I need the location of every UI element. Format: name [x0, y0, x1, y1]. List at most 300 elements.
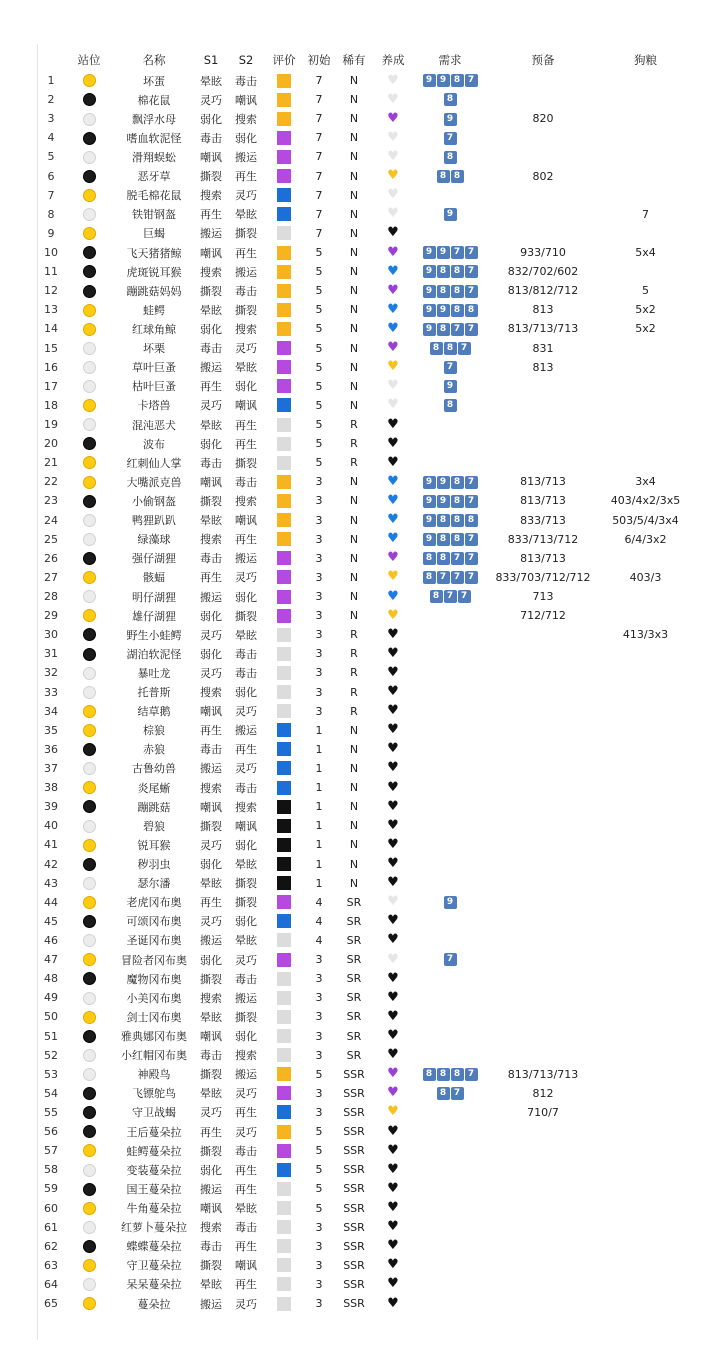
cell-s2[interactable]: 弱化	[235, 1030, 257, 1044]
cell-name[interactable]: 老虎冈布奥	[126, 896, 182, 910]
row-index[interactable]: 64	[44, 1277, 58, 1291]
cell-fodder[interactable]	[598, 1256, 693, 1275]
cell-name[interactable]: 恶牙草	[137, 170, 171, 184]
cell-reserve[interactable]	[488, 415, 598, 434]
cell-s1[interactable]: 搜索	[200, 189, 222, 203]
cell-fodder[interactable]	[598, 1275, 693, 1294]
cell-rating[interactable]	[264, 1218, 304, 1237]
cell-reserve[interactable]: 713	[532, 590, 554, 603]
cell-rating[interactable]	[264, 281, 304, 300]
cell-rarity[interactable]: N	[349, 226, 359, 240]
cell-rating[interactable]	[264, 319, 304, 338]
row-index[interactable]: 59	[44, 1182, 58, 1196]
cell-initial[interactable]: 3	[315, 1105, 323, 1119]
cell-requirement[interactable]	[412, 262, 488, 281]
cell-rating[interactable]	[264, 1179, 304, 1198]
row-index[interactable]: 4	[47, 131, 55, 145]
cell-rarity[interactable]: N	[349, 761, 359, 775]
cell-position[interactable]	[64, 663, 114, 682]
cell-rarity[interactable]: N	[349, 360, 359, 374]
cell-initial[interactable]: 7	[315, 188, 323, 202]
cell-fodder[interactable]	[598, 339, 693, 358]
row-index[interactable]: 14	[44, 322, 58, 336]
cell-fodder[interactable]	[598, 453, 693, 472]
cell-s1[interactable]: 晕眩	[200, 514, 222, 528]
row-index[interactable]: 42	[44, 857, 58, 871]
cell-reserve[interactable]: 820	[532, 112, 554, 126]
cell-growth[interactable]	[374, 988, 412, 1007]
cell-reserve[interactable]	[488, 205, 598, 224]
cell-reserve[interactable]	[488, 1198, 598, 1217]
cell-rating[interactable]	[264, 797, 304, 816]
cell-rating[interactable]	[264, 396, 304, 415]
cell-name[interactable]: 嗜血软泥怪	[126, 131, 182, 145]
cell-name[interactable]: 结草鹅	[137, 705, 171, 719]
cell-fodder[interactable]	[598, 988, 693, 1007]
cell-s2[interactable]: 搬运	[235, 265, 257, 279]
cell-initial[interactable]: 3	[315, 972, 323, 986]
cell-position[interactable]	[64, 1046, 114, 1065]
cell-fodder[interactable]: 7	[642, 207, 649, 221]
cell-s2[interactable]: 毒击	[235, 666, 257, 680]
cell-s1[interactable]: 嘲讽	[200, 475, 222, 489]
cell-rating[interactable]	[264, 1084, 304, 1103]
cell-reserve[interactable]	[488, 893, 598, 912]
cell-reserve[interactable]	[488, 453, 598, 472]
cell-s2[interactable]: 毒击	[235, 1144, 257, 1158]
cell-growth[interactable]	[374, 874, 412, 893]
cell-reserve[interactable]: 813/713	[520, 475, 566, 489]
cell-rating[interactable]	[264, 816, 304, 835]
cell-reserve[interactable]: 833/713/712	[507, 532, 579, 546]
cell-name[interactable]: 小美冈布奥	[126, 991, 182, 1005]
cell-s1[interactable]: 灵巧	[200, 399, 222, 413]
cell-requirement[interactable]	[412, 1084, 488, 1103]
cell-rarity[interactable]: SR	[346, 1048, 362, 1062]
cell-fodder[interactable]	[598, 1237, 693, 1256]
cell-reserve[interactable]	[488, 90, 598, 109]
cell-position[interactable]	[64, 1103, 114, 1122]
cell-name[interactable]: 飘浮水母	[132, 112, 176, 126]
cell-rating[interactable]	[264, 1275, 304, 1294]
cell-rating[interactable]	[264, 835, 304, 854]
cell-rating[interactable]	[264, 721, 304, 740]
cell-requirement[interactable]	[412, 147, 488, 166]
cell-growth[interactable]	[374, 625, 412, 644]
cell-requirement[interactable]	[412, 281, 488, 300]
row-index[interactable]: 52	[44, 1048, 58, 1062]
cell-rarity[interactable]: R	[350, 666, 358, 680]
cell-requirement[interactable]	[412, 912, 488, 931]
cell-initial[interactable]: 5	[315, 379, 323, 393]
cell-name[interactable]: 呆呆蔓朵拉	[126, 1278, 182, 1292]
row-index[interactable]: 12	[44, 284, 58, 298]
row-index[interactable]: 51	[44, 1029, 58, 1043]
cell-s1[interactable]: 搬运	[200, 1182, 222, 1196]
cell-initial[interactable]: 5	[315, 398, 323, 412]
cell-initial[interactable]: 1	[315, 838, 323, 852]
cell-fodder[interactable]: 503/5/4/3x4	[612, 513, 679, 527]
cell-requirement[interactable]	[412, 491, 488, 510]
cell-rarity[interactable]: SR	[346, 953, 362, 967]
cell-reserve[interactable]	[488, 1294, 598, 1313]
cell-s2[interactable]: 再生	[235, 1182, 257, 1196]
cell-rating[interactable]	[264, 1198, 304, 1217]
cell-fodder[interactable]	[598, 1218, 693, 1237]
cell-initial[interactable]: 7	[315, 93, 323, 107]
cell-rating[interactable]	[264, 1294, 304, 1313]
cell-name[interactable]: 明仔湖狸	[132, 590, 176, 604]
cell-position[interactable]	[64, 835, 114, 854]
cell-name[interactable]: 小偷钢盔	[132, 494, 176, 508]
cell-position[interactable]	[64, 740, 114, 759]
cell-position[interactable]	[64, 472, 114, 491]
cell-initial[interactable]: 3	[315, 1239, 323, 1253]
cell-name[interactable]: 小红帽冈布奥	[121, 1049, 187, 1063]
cell-name[interactable]: 棉花鼠	[137, 93, 171, 107]
cell-growth[interactable]	[374, 969, 412, 988]
cell-reserve[interactable]	[488, 702, 598, 721]
cell-rarity[interactable]: R	[350, 647, 358, 661]
cell-reserve[interactable]: 813/713	[520, 494, 566, 508]
cell-s1[interactable]: 晕眩	[200, 303, 222, 317]
cell-reserve[interactable]	[488, 721, 598, 740]
row-index[interactable]: 53	[44, 1067, 58, 1081]
cell-rarity[interactable]: N	[349, 513, 359, 527]
cell-s2[interactable]: 灵巧	[235, 571, 257, 585]
cell-reserve[interactable]	[488, 147, 598, 166]
row-index[interactable]: 24	[44, 513, 58, 527]
cell-s1[interactable]: 灵巧	[200, 915, 222, 929]
cell-reserve[interactable]: 710/7	[527, 1105, 559, 1119]
cell-rarity[interactable]: R	[350, 704, 358, 718]
cell-reserve[interactable]	[488, 377, 598, 396]
cell-reserve[interactable]	[488, 1256, 598, 1275]
cell-growth[interactable]	[374, 1237, 412, 1256]
cell-initial[interactable]: 3	[315, 666, 323, 680]
cell-s1[interactable]: 弱化	[200, 1163, 222, 1177]
cell-initial[interactable]: 1	[315, 723, 323, 737]
cell-requirement[interactable]	[412, 587, 488, 606]
cell-fodder[interactable]	[598, 396, 693, 415]
cell-requirement[interactable]	[412, 1237, 488, 1256]
cell-s1[interactable]: 灵巧	[200, 838, 222, 852]
cell-s1[interactable]: 嘲讽	[200, 150, 222, 164]
cell-name[interactable]: 铁钳钢盔	[132, 208, 176, 222]
cell-reserve[interactable]	[488, 950, 598, 969]
cell-rating[interactable]	[264, 530, 304, 549]
row-index[interactable]: 30	[44, 628, 58, 642]
cell-fodder[interactable]	[598, 1046, 693, 1065]
cell-s2[interactable]: 再生	[235, 246, 257, 260]
cell-s1[interactable]: 弱化	[200, 953, 222, 967]
cell-initial[interactable]: 3	[315, 1258, 323, 1272]
cell-rarity[interactable]: N	[349, 322, 359, 336]
row-index[interactable]: 31	[44, 647, 58, 661]
cell-growth[interactable]	[374, 1065, 412, 1084]
cell-s2[interactable]: 弱化	[235, 131, 257, 145]
cell-initial[interactable]: 5	[315, 437, 323, 451]
cell-s2[interactable]: 弱化	[235, 915, 257, 929]
cell-position[interactable]	[64, 530, 114, 549]
cell-position[interactable]	[64, 186, 114, 205]
cell-fodder[interactable]	[598, 377, 693, 396]
cell-initial[interactable]: 5	[315, 1067, 323, 1081]
cell-fodder[interactable]	[598, 71, 693, 90]
cell-position[interactable]	[64, 606, 114, 625]
row-index[interactable]: 44	[44, 895, 58, 909]
cell-position[interactable]	[64, 1275, 114, 1294]
cell-s2[interactable]: 晕眩	[235, 934, 257, 948]
cell-growth[interactable]	[374, 549, 412, 568]
cell-s2[interactable]: 毒击	[235, 647, 257, 661]
cell-rarity[interactable]: N	[349, 398, 359, 412]
cell-rarity[interactable]: SR	[346, 991, 362, 1005]
cell-requirement[interactable]	[412, 759, 488, 778]
cell-s2[interactable]: 再生	[235, 437, 257, 451]
cell-fodder[interactable]: 413/3x3	[622, 628, 669, 642]
cell-name[interactable]: 鸭狸趴趴	[132, 514, 176, 528]
cell-initial[interactable]: 5	[315, 1201, 323, 1215]
cell-position[interactable]	[64, 167, 114, 186]
cell-fodder[interactable]	[598, 1007, 693, 1026]
cell-s2[interactable]: 灵巧	[235, 762, 257, 776]
cell-s2[interactable]: 毒击	[235, 74, 257, 88]
cell-rarity[interactable]: N	[349, 265, 359, 279]
cell-fodder[interactable]	[598, 950, 693, 969]
cell-fodder[interactable]	[598, 778, 693, 797]
cell-rarity[interactable]: N	[349, 800, 359, 814]
cell-growth[interactable]	[374, 491, 412, 510]
cell-growth[interactable]	[374, 511, 412, 530]
row-index[interactable]: 10	[44, 246, 58, 260]
cell-requirement[interactable]	[412, 415, 488, 434]
cell-initial[interactable]: 1	[315, 800, 323, 814]
cell-name[interactable]: 剑士冈布奥	[126, 1010, 182, 1024]
cell-s1[interactable]: 撕裂	[200, 284, 222, 298]
cell-position[interactable]	[64, 415, 114, 434]
cell-reserve[interactable]	[488, 854, 598, 873]
cell-name[interactable]: 蔓朵拉	[137, 1297, 171, 1311]
row-index[interactable]: 29	[44, 609, 58, 623]
cell-rating[interactable]	[264, 874, 304, 893]
cell-reserve[interactable]: 831	[532, 341, 554, 355]
cell-s1[interactable]: 毒击	[200, 131, 222, 145]
cell-initial[interactable]: 4	[315, 933, 323, 947]
cell-s2[interactable]: 撕裂	[235, 609, 257, 623]
cell-rarity[interactable]: N	[349, 532, 359, 546]
cell-fodder[interactable]	[598, 128, 693, 147]
cell-requirement[interactable]	[412, 931, 488, 950]
cell-growth[interactable]	[374, 606, 412, 625]
cell-initial[interactable]: 3	[315, 609, 323, 623]
cell-rating[interactable]	[264, 377, 304, 396]
cell-s2[interactable]: 弱化	[235, 686, 257, 700]
cell-rating[interactable]	[264, 90, 304, 109]
row-index[interactable]: 3	[47, 112, 55, 126]
cell-position[interactable]	[64, 1026, 114, 1045]
cell-rarity[interactable]: SSR	[343, 1220, 365, 1234]
cell-rating[interactable]	[264, 453, 304, 472]
cell-initial[interactable]: 1	[315, 742, 323, 756]
cell-initial[interactable]: 3	[315, 494, 323, 508]
cell-initial[interactable]: 3	[315, 475, 323, 489]
cell-position[interactable]	[64, 1160, 114, 1179]
cell-growth[interactable]	[374, 663, 412, 682]
cell-growth[interactable]	[374, 893, 412, 912]
cell-rarity[interactable]: SR	[346, 972, 362, 986]
cell-reserve[interactable]	[488, 1141, 598, 1160]
cell-s2[interactable]: 毒击	[235, 475, 257, 489]
cell-position[interactable]	[64, 1198, 114, 1217]
cell-position[interactable]	[64, 224, 114, 243]
cell-fodder[interactable]: 3x4	[635, 475, 656, 489]
cell-reserve[interactable]	[488, 663, 598, 682]
cell-rating[interactable]	[264, 1103, 304, 1122]
cell-s1[interactable]: 弱化	[200, 647, 222, 661]
cell-s1[interactable]: 弱化	[200, 858, 222, 872]
cell-rating[interactable]	[264, 1046, 304, 1065]
cell-rating[interactable]	[264, 128, 304, 147]
cell-fodder[interactable]	[598, 415, 693, 434]
cell-rating[interactable]	[264, 358, 304, 377]
cell-rating[interactable]	[264, 1065, 304, 1084]
cell-fodder[interactable]	[598, 1084, 693, 1103]
cell-growth[interactable]	[374, 453, 412, 472]
cell-name[interactable]: 强仔湖狸	[132, 552, 176, 566]
cell-reserve[interactable]: 833/713	[520, 513, 566, 527]
cell-reserve[interactable]: 933/710	[520, 246, 566, 260]
cell-s2[interactable]: 晕眩	[235, 1202, 257, 1215]
cell-s2[interactable]: 毒击	[235, 1221, 257, 1235]
cell-rarity[interactable]: SSR	[343, 1086, 365, 1100]
cell-requirement[interactable]	[412, 109, 488, 128]
cell-growth[interactable]	[374, 1198, 412, 1217]
cell-reserve[interactable]	[488, 759, 598, 778]
cell-requirement[interactable]	[412, 1275, 488, 1294]
cell-rarity[interactable]: N	[349, 246, 359, 260]
cell-rating[interactable]	[264, 606, 304, 625]
row-index[interactable]: 15	[44, 341, 58, 355]
cell-fodder[interactable]	[598, 912, 693, 931]
row-index[interactable]: 9	[47, 226, 55, 240]
cell-s1[interactable]: 再生	[200, 1125, 222, 1139]
row-index[interactable]: 17	[44, 379, 58, 393]
row-index[interactable]: 54	[44, 1086, 58, 1100]
cell-initial[interactable]: 7	[315, 112, 323, 126]
cell-requirement[interactable]	[412, 816, 488, 835]
cell-s2[interactable]: 再生	[235, 1163, 257, 1177]
row-index[interactable]: 57	[44, 1144, 58, 1158]
cell-position[interactable]	[64, 912, 114, 931]
cell-position[interactable]	[64, 147, 114, 166]
cell-initial[interactable]: 3	[315, 570, 323, 584]
cell-s1[interactable]: 搜索	[200, 991, 222, 1005]
cell-position[interactable]	[64, 453, 114, 472]
cell-rarity[interactable]: SR	[346, 933, 362, 947]
cell-s2[interactable]: 嘲讽	[235, 514, 257, 528]
cell-name[interactable]: 波布	[143, 437, 165, 451]
cell-reserve[interactable]: 812	[532, 1086, 554, 1100]
cell-rarity[interactable]: SSR	[343, 1067, 365, 1081]
cell-s1[interactable]: 嘲讽	[200, 1202, 222, 1215]
cell-reserve[interactable]	[488, 1046, 598, 1065]
cell-initial[interactable]: 7	[315, 74, 323, 88]
cell-initial[interactable]: 3	[315, 1010, 323, 1024]
row-index[interactable]: 36	[44, 742, 58, 756]
row-index[interactable]: 22	[44, 475, 58, 489]
cell-growth[interactable]	[374, 1256, 412, 1275]
cell-fodder[interactable]: 5x2	[635, 303, 656, 317]
cell-name[interactable]: 可颂冈布奥	[126, 915, 182, 929]
cell-rarity[interactable]: N	[349, 551, 359, 565]
cell-reserve[interactable]	[488, 224, 598, 243]
cell-growth[interactable]	[374, 797, 412, 816]
cell-s1[interactable]: 晕眩	[200, 418, 222, 432]
cell-initial[interactable]: 5	[315, 1125, 323, 1139]
cell-initial[interactable]: 7	[315, 169, 323, 183]
cell-fodder[interactable]	[598, 434, 693, 453]
cell-name[interactable]: 古鲁幼兽	[132, 762, 176, 776]
cell-s2[interactable]: 嘲讽	[235, 819, 257, 833]
cell-reserve[interactable]	[488, 434, 598, 453]
cell-rating[interactable]	[264, 988, 304, 1007]
cell-rarity[interactable]: N	[349, 93, 359, 107]
cell-rating[interactable]	[264, 491, 304, 510]
cell-reserve[interactable]	[488, 988, 598, 1007]
cell-name[interactable]: 虎斑锐耳猴	[126, 265, 182, 279]
cell-growth[interactable]	[374, 243, 412, 262]
cell-initial[interactable]: 3	[315, 551, 323, 565]
cell-fodder[interactable]	[598, 606, 693, 625]
cell-s2[interactable]: 搜索	[235, 1049, 257, 1063]
cell-reserve[interactable]: 813	[532, 303, 554, 317]
cell-requirement[interactable]	[412, 1007, 488, 1026]
cell-name[interactable]: 国王蔓朵拉	[126, 1182, 182, 1196]
cell-growth[interactable]	[374, 396, 412, 415]
row-index[interactable]: 6	[47, 169, 55, 183]
cell-s1[interactable]: 晕眩	[200, 1010, 222, 1024]
cell-growth[interactable]	[374, 71, 412, 90]
cell-name[interactable]: 混沌恶犬	[132, 418, 176, 432]
cell-rarity[interactable]: N	[349, 609, 359, 623]
cell-name[interactable]: 红萝卜蔓朵拉	[121, 1221, 187, 1235]
cell-fodder[interactable]	[598, 721, 693, 740]
row-index[interactable]: 65	[44, 1297, 58, 1311]
row-index[interactable]: 58	[44, 1163, 58, 1177]
cell-requirement[interactable]	[412, 644, 488, 663]
cell-s2[interactable]: 嘲讽	[235, 93, 257, 107]
cell-rarity[interactable]: N	[349, 341, 359, 355]
cell-name[interactable]: 雄仔湖狸	[132, 609, 176, 623]
cell-s1[interactable]: 毒击	[200, 456, 222, 470]
cell-s2[interactable]: 弱化	[235, 838, 257, 852]
cell-requirement[interactable]	[412, 1026, 488, 1045]
cell-requirement[interactable]	[412, 702, 488, 721]
cell-s2[interactable]: 撕裂	[235, 303, 257, 317]
cell-rating[interactable]	[264, 167, 304, 186]
cell-growth[interactable]	[374, 1294, 412, 1313]
cell-rating[interactable]	[264, 549, 304, 568]
cell-s1[interactable]: 搜索	[200, 265, 222, 279]
cell-growth[interactable]	[374, 644, 412, 663]
cell-name[interactable]: 锐耳猴	[137, 838, 171, 852]
cell-growth[interactable]	[374, 434, 412, 453]
cell-s1[interactable]: 搜索	[200, 1221, 222, 1235]
cell-requirement[interactable]	[412, 377, 488, 396]
cell-rarity[interactable]: N	[349, 169, 359, 183]
cell-rating[interactable]	[264, 1141, 304, 1160]
